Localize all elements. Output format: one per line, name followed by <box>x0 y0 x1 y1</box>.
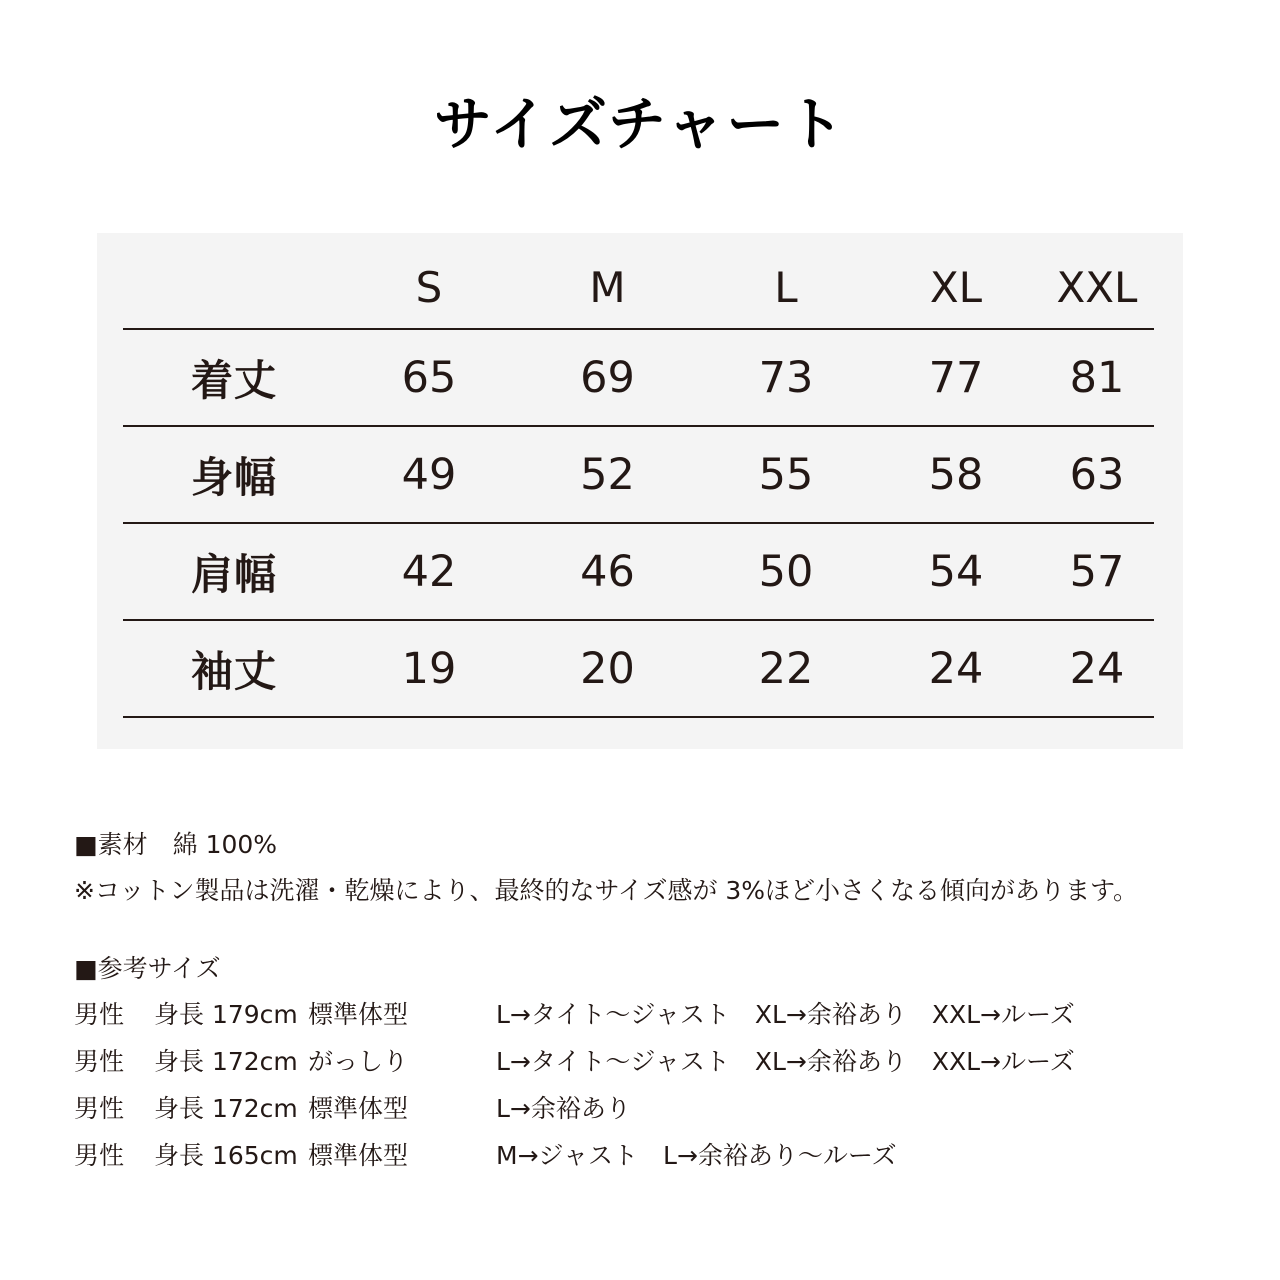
size-header-s: S <box>343 246 515 329</box>
table-cell: 63 <box>1040 426 1154 523</box>
reference-gender: 男性 <box>74 1094 125 1123</box>
table-cell: 55 <box>700 426 872 523</box>
table-cell: 49 <box>343 426 515 523</box>
shrink-note: ※コットン製品は洗濯・乾燥により、最終的なサイズ感が 3%ほど小さくなる傾向があります。 <box>74 876 1139 905</box>
size-header-xxl: XXL <box>1040 246 1154 329</box>
reference-height: 身長 165cm <box>154 1141 298 1170</box>
size-header-xl: XL <box>872 246 1040 329</box>
table-row <box>123 523 1154 620</box>
reference-fit: L→余裕あり <box>496 1094 631 1123</box>
page-title: サイズチャート <box>433 90 847 158</box>
size-table <box>123 246 1154 718</box>
reference-row <box>74 1133 1254 1180</box>
table-cell: 73 <box>700 329 872 426</box>
table-cell: 54 <box>872 523 1040 620</box>
table-cell: 77 <box>872 329 1040 426</box>
row-label: 袖丈 <box>123 620 343 717</box>
table-row <box>123 426 1154 523</box>
table-cell: 19 <box>343 620 515 717</box>
reference-build: がっしり <box>308 1047 409 1076</box>
table-cell: 57 <box>1040 523 1154 620</box>
reference-row <box>74 1086 1254 1133</box>
reference-gender: 男性 <box>74 1047 125 1076</box>
reference-height: 身長 172cm <box>154 1094 298 1123</box>
reference-build: 標準体型 <box>308 1141 409 1170</box>
reference-build: 標準体型 <box>308 1000 409 1029</box>
reference-row <box>74 992 1254 1039</box>
table-row <box>123 620 1154 717</box>
table-cell: 52 <box>515 426 700 523</box>
table-cell: 50 <box>700 523 872 620</box>
table-cell: 65 <box>343 329 515 426</box>
table-cell: 69 <box>515 329 700 426</box>
table-cell: 81 <box>1040 329 1154 426</box>
reference-height: 身長 179cm <box>154 1000 298 1029</box>
table-cell: 22 <box>700 620 872 717</box>
row-label: 肩幅 <box>123 523 343 620</box>
table-cell: 24 <box>1040 620 1154 717</box>
notes-section <box>74 822 1254 1180</box>
row-label: 身幅 <box>123 426 343 523</box>
reference-gender: 男性 <box>74 1000 125 1029</box>
size-header-m: M <box>515 246 700 329</box>
size-header-l: L <box>700 246 872 329</box>
table-row <box>123 329 1154 426</box>
reference-height: 身長 172cm <box>154 1047 298 1076</box>
reference-gender: 男性 <box>74 1141 125 1170</box>
reference-fit: L→タイト～ジャスト XL→余裕あり XXL→ルーズ <box>496 1000 1075 1029</box>
reference-heading: ■参考サイズ <box>74 954 221 983</box>
reference-row <box>74 1039 1254 1086</box>
table-cell: 20 <box>515 620 700 717</box>
table-cell: 58 <box>872 426 1040 523</box>
size-header-row <box>123 246 1154 329</box>
row-label: 着丈 <box>123 329 343 426</box>
reference-fit: L→タイト～ジャスト XL→余裕あり XXL→ルーズ <box>496 1047 1075 1076</box>
header-empty-cell <box>123 246 343 329</box>
table-cell: 42 <box>343 523 515 620</box>
material-line: ■素材 綿 100% <box>74 830 278 859</box>
table-cell: 46 <box>515 523 700 620</box>
reference-build: 標準体型 <box>308 1094 409 1123</box>
reference-fit: M→ジャスト L→余裕あり～ルーズ <box>496 1141 897 1170</box>
table-cell: 24 <box>872 620 1040 717</box>
